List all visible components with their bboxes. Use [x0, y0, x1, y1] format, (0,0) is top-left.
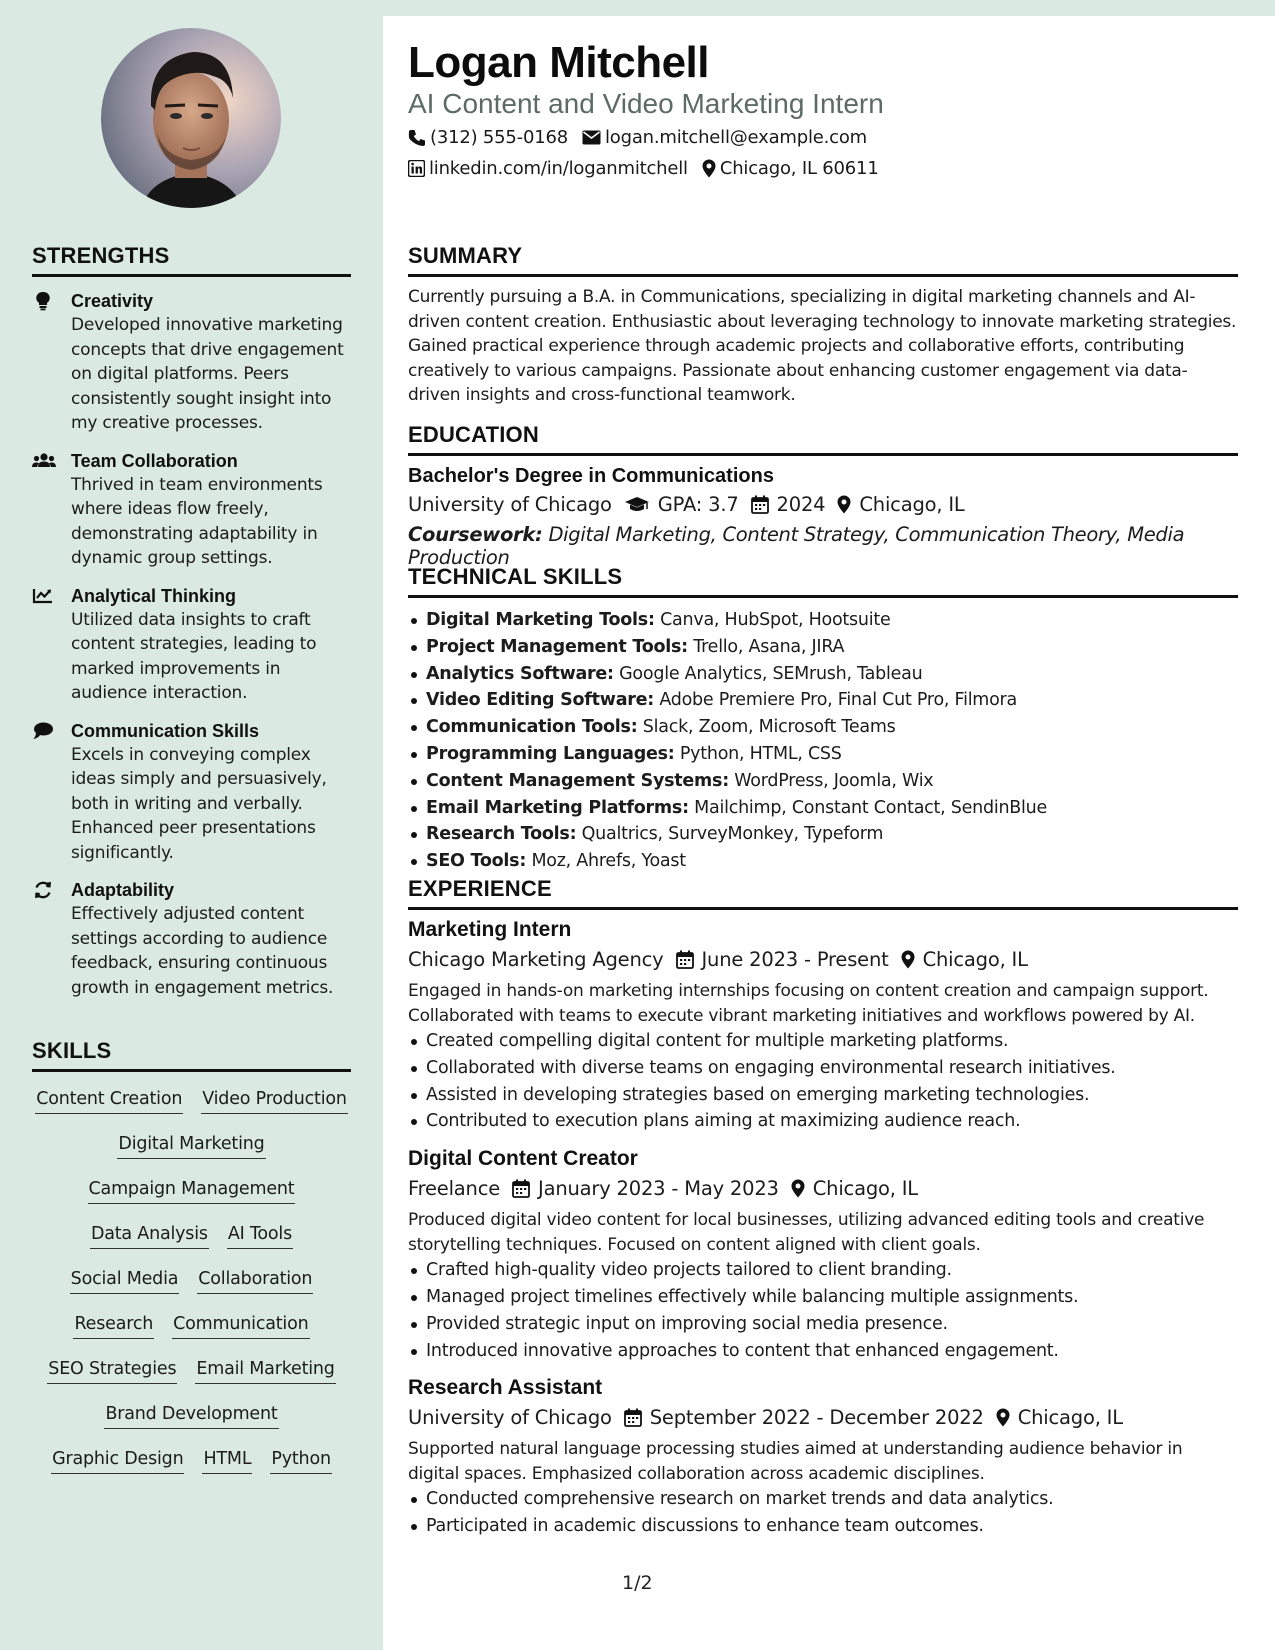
strengths-list [32, 290, 351, 1000]
skill-value: Google Analytics, SEMrush, Tableau [619, 663, 923, 684]
skill-value: WordPress, Joomla, Wix [734, 770, 934, 791]
job-meta [408, 948, 1238, 971]
list-item [408, 607, 1238, 634]
skill-tag: Digital Marketing [117, 1131, 265, 1159]
strength-title: Communication Skills [71, 720, 260, 741]
strength-item [32, 720, 351, 866]
profile-photo [101, 28, 281, 208]
skill-tag: HTML [202, 1446, 252, 1474]
calendar-icon [676, 950, 694, 969]
skill-tag: Research [73, 1311, 154, 1339]
skill-label: Analytics Software: [426, 663, 614, 684]
skill-tag: Collaboration [197, 1266, 313, 1294]
strength-item [32, 290, 351, 436]
technical-skills-list [408, 607, 1238, 875]
linkedin-icon [408, 160, 425, 177]
experience-heading: EXPERIENCE [408, 876, 552, 901]
skill-tag: Video Production [201, 1086, 348, 1114]
refresh-icon [32, 880, 54, 900]
users-icon [32, 451, 54, 471]
contact-line-1 [408, 127, 867, 148]
summary-text: Currently pursuing a B.A. in Communications, specializing in digital marketing channels and AI-driven content creation. Enthusiastic about leveraging technology to innovate marketing strategies. Gained practical experience through academic projects and collaborative efforts, contributing creatively to various campaigns. Passionate about enhancing customer engagement via data-driven insights and cross-functional teamwork. [408, 287, 1237, 405]
skill-value: Canva, HubSpot, Hootsuite [660, 610, 891, 630]
phone-icon [408, 129, 426, 147]
skill-row [32, 1131, 351, 1176]
list-item: Collaborated with diverse teams on engaging environmental research initiatives. [408, 1055, 1238, 1082]
list-item [408, 661, 1238, 688]
skill-row [32, 1446, 351, 1491]
email-link[interactable]: logan.mitchell@example.com [604, 127, 867, 148]
skill-tag: Email Marketing [195, 1356, 335, 1384]
candidate-title: AI Content and Video Marketing Intern [408, 88, 884, 119]
job-entry [408, 918, 1238, 1135]
education-section [408, 422, 1238, 569]
contact-line-2 [408, 158, 879, 179]
skill-tag: AI Tools [227, 1221, 293, 1249]
job-org: Chicago Marketing Agency [408, 948, 664, 971]
section-rule [408, 453, 1238, 456]
list-item [408, 634, 1238, 661]
technical-skills-section [408, 564, 1238, 875]
job-location: Chicago, IL [812, 1177, 918, 1201]
job-title: Research Assistant [408, 1376, 603, 1400]
job-org: Freelance [408, 1177, 501, 1201]
list-item [408, 714, 1238, 741]
job-bullets [408, 1028, 1238, 1135]
strength-desc: Developed innovative marketing concepts that drive engagement on digital platforms. Peers consistently sought insight into my creative processes. [71, 315, 344, 433]
strength-title: Creativity [71, 291, 154, 311]
degree-title: Bachelor's Degree in Communications [408, 465, 774, 487]
skill-label: Video Editing Software: [426, 690, 654, 711]
job-dates: January 2023 - May 2023 [538, 1177, 779, 1201]
skill-tag: Campaign Management [88, 1176, 296, 1204]
job-dates: June 2023 - Present [701, 948, 889, 971]
skill-label: Project Management Tools: [426, 636, 688, 657]
skill-tag: Content Creation [35, 1086, 183, 1114]
location-pin-icon [702, 159, 716, 178]
job-org: University of Chicago [408, 1406, 612, 1430]
location-pin-icon [901, 950, 915, 969]
summary-heading: SUMMARY [408, 243, 523, 268]
skill-value: Adobe Premiere Pro, Final Cut Pro, Filmora [659, 690, 1017, 711]
coursework-line [408, 523, 1238, 569]
phone-text[interactable]: (312) 555-0168 [430, 127, 568, 148]
strength-desc: Thrived in team environments where ideas flow freely, demonstrating adaptability in dynamic group settings. [71, 474, 323, 568]
skill-row [32, 1086, 351, 1131]
skill-label: Research Tools: [426, 824, 577, 845]
section-rule [32, 274, 351, 277]
strength-desc: Effectively adjusted content settings according to audience feedback, ensuring continuous growth in engagement metrics. [71, 904, 334, 998]
skills-section [32, 1038, 351, 1491]
skill-tag: Communication [172, 1311, 309, 1339]
strength-item [32, 879, 351, 1000]
summary-section [408, 243, 1238, 408]
job-summary: Supported natural language processing studies aimed at understanding audience behavior in digital spaces. Emphasized collaboration across academic disciplines. [408, 1439, 1183, 1484]
section-rule [408, 274, 1238, 277]
graduation-year: 2024 [776, 493, 826, 516]
skill-label: Communication Tools: [426, 717, 638, 738]
skill-label: Digital Marketing Tools: [426, 610, 655, 630]
job-entry [408, 1376, 1238, 1540]
skill-label: Email Marketing Platforms: [426, 797, 689, 818]
list-item: Managed project timelines effectively while balancing multiple assignments. [408, 1284, 1238, 1311]
job-title: Digital Content Creator [408, 1147, 638, 1171]
list-item: Crafted high-quality video projects tailored to client branding. [408, 1257, 1238, 1284]
job-location: Chicago, IL [1017, 1406, 1123, 1430]
strength-desc: Utilized data insights to craft content strategies, leading to marked improvements in audience interaction. [71, 609, 317, 703]
school-name: University of Chicago [408, 493, 612, 516]
skill-tag: Data Analysis [90, 1221, 209, 1249]
education-heading: EDUCATION [408, 422, 539, 447]
skill-tag: Brand Development [104, 1401, 278, 1429]
calendar-icon [751, 495, 769, 514]
skill-tag: SEO Strategies [47, 1356, 177, 1384]
job-location: Chicago, IL [922, 948, 1028, 971]
strengths-heading: STRENGTHS [32, 243, 170, 268]
coursework-label: Coursework: [408, 523, 543, 546]
list-item: Conducted comprehensive research on market trends and data analytics. [408, 1486, 1238, 1513]
skill-value: Slack, Zoom, Microsoft Teams [642, 717, 896, 738]
skill-row [32, 1221, 351, 1266]
skill-tag: Social Media [70, 1266, 180, 1294]
skills-heading: SKILLS [32, 1038, 112, 1063]
linkedin-link[interactable]: linkedin.com/in/loganmitchell [429, 158, 688, 179]
strength-item [32, 450, 351, 571]
list-item [408, 848, 1238, 875]
graduation-cap-icon [624, 496, 650, 514]
list-item: Created compelling digital content for multiple marketing platforms. [408, 1028, 1238, 1055]
coursework-list: Digital Marketing, Content Strategy, Communication Theory, Media Production [408, 523, 1185, 569]
job-bullets [408, 1257, 1238, 1364]
list-item [408, 795, 1238, 822]
main-content [383, 16, 1275, 1650]
skill-tag: Graphic Design [51, 1446, 184, 1474]
sidebar [0, 0, 383, 1650]
list-item [408, 821, 1238, 848]
strengths-section [32, 243, 351, 1014]
section-rule [408, 595, 1238, 598]
list-item [408, 687, 1238, 714]
skill-row [32, 1401, 351, 1446]
page-number: 1/2 [622, 1572, 653, 1594]
skill-label: SEO Tools: [426, 851, 527, 872]
job-entry [408, 1147, 1238, 1364]
job-meta [408, 1177, 1238, 1200]
section-rule [32, 1069, 351, 1072]
skill-value: Python, HTML, CSS [679, 743, 842, 764]
calendar-icon [512, 1179, 530, 1198]
candidate-name: Logan Mitchell [408, 38, 709, 87]
strength-item [32, 585, 351, 706]
skill-row [32, 1266, 351, 1311]
job-meta [408, 1406, 1238, 1429]
education-location: Chicago, IL [859, 493, 965, 516]
gpa-text: GPA: 3.7 [657, 493, 739, 516]
job-summary: Produced digital video content for local businesses, utilizing advanced editing tools and creative storytelling techniques. Focused on content aligned with client goals. [408, 1210, 1205, 1255]
skill-row [32, 1311, 351, 1356]
strength-desc: Excels in conveying complex ideas simply and persuasively, both in writing and verbally. Enhanced peer presentations significantly. [71, 744, 327, 863]
education-meta [408, 493, 1238, 516]
skill-label: Programming Languages: [426, 743, 675, 764]
chart-line-icon [32, 586, 54, 606]
location-pin-icon [996, 1408, 1010, 1427]
skill-value: Trello, Asana, JIRA [693, 636, 845, 657]
location-pin-icon [791, 1179, 805, 1198]
strength-title: Team Collaboration [71, 450, 238, 471]
experience-section [408, 876, 1238, 1540]
job-dates: September 2022 - December 2022 [649, 1406, 984, 1430]
list-item: Contributed to execution plans aiming at maximizing audience reach. [408, 1108, 1238, 1135]
section-rule [408, 907, 1238, 910]
skill-row [32, 1176, 351, 1221]
strength-title: Adaptability [71, 880, 175, 900]
list-item: Assisted in developing strategies based on emerging marketing technologies. [408, 1082, 1238, 1109]
skill-label: Content Management Systems: [426, 770, 729, 791]
skill-value: Mailchimp, Constant Contact, SendinBlue [694, 797, 1048, 818]
email-icon [582, 130, 601, 145]
list-item [408, 741, 1238, 768]
calendar-icon [624, 1408, 642, 1427]
list-item [408, 768, 1238, 795]
skill-value: Qualtrics, SurveyMonkey, Typeform [581, 824, 884, 845]
technical-skills-heading: TECHNICAL SKILLS [408, 564, 623, 589]
list-item: Provided strategic input on improving social media presence. [408, 1311, 1238, 1338]
job-summary: Engaged in hands-on marketing internships focusing on content creation and campaign support. Collaborated with teams to execute vibrant marketing initiatives and workflows powered by AI. [408, 981, 1209, 1026]
skill-value: Moz, Ahrefs, Yoast [531, 851, 686, 872]
list-item: Introduced innovative approaches to content that enhanced engagement. [408, 1338, 1238, 1365]
location-pin-icon [837, 495, 851, 514]
job-bullets [408, 1486, 1238, 1540]
skills-list [32, 1086, 351, 1491]
job-title: Marketing Intern [408, 918, 572, 941]
skill-row [32, 1356, 351, 1401]
lightbulb-icon [32, 291, 54, 311]
speech-bubble-icon [32, 721, 54, 741]
list-item: Participated in academic discussions to enhance team outcomes. [408, 1513, 1238, 1540]
strength-title: Analytical Thinking [71, 585, 237, 606]
location-text: Chicago, IL 60611 [719, 158, 879, 179]
skill-tag: Python [270, 1446, 331, 1474]
